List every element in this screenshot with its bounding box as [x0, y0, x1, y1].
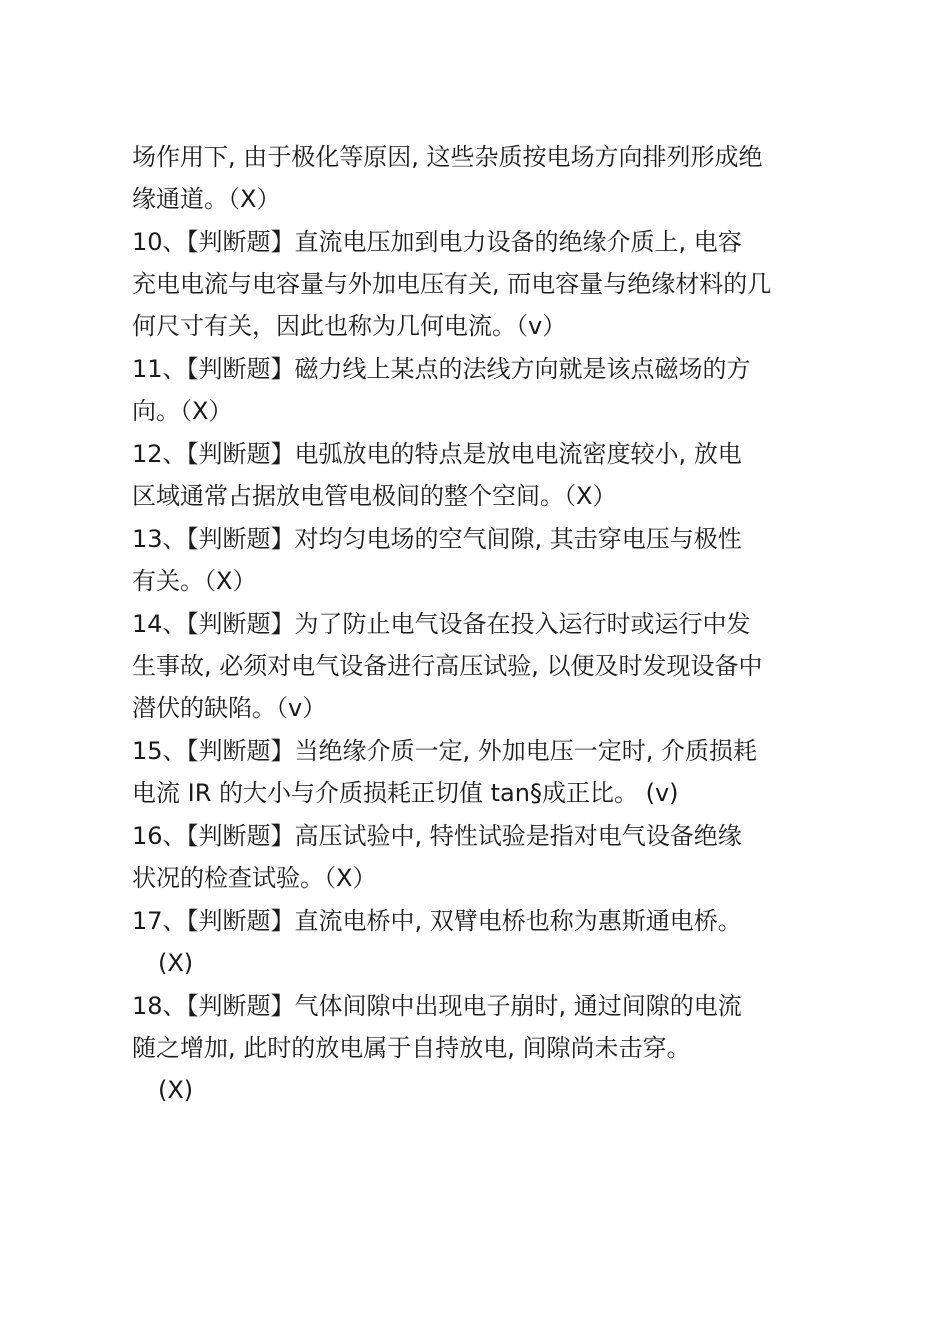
text-line: 15、【判断题】当绝缘介质一定, 外加电压一定时, 介质损耗: [132, 737, 758, 765]
text-line: 14、【判断题】为了防止电气设备在投入运行时或运行中发: [132, 610, 751, 638]
text-line: 潜伏的缺陷。（v）: [132, 694, 327, 722]
text-line: 场作用下, 由于极化等原因, 这些杂质按电场方向排列形成绝: [132, 143, 763, 171]
question-10: [132, 221, 832, 347]
text-line: 区域通常占据放电管电极间的整个空间。（X）: [132, 482, 617, 510]
question-15: [132, 730, 832, 814]
question-11: [132, 348, 832, 432]
question-14: [132, 603, 832, 729]
text-line: 状况的检查试验。（X）: [132, 864, 377, 892]
question-12: [132, 433, 832, 517]
question-continuation: [132, 136, 832, 220]
text-line: 充电电流与电容量与外加电压有关, 而电容量与绝缘材料的几: [132, 270, 772, 298]
question-list: [132, 136, 832, 1111]
answer-line: (X): [158, 1076, 194, 1104]
text-line: 11、【判断题】磁力线上某点的法线方向就是该点磁场的方: [132, 355, 751, 383]
text-line: 生事故, 必须对电气设备进行高压试验, 以便及时发现设备中: [132, 652, 763, 680]
text-line: 10、【判断题】直流电压加到电力设备的绝缘介质上, 电容: [132, 228, 742, 256]
text-line: 17、【判断题】直流电桥中, 双臂电桥也称为惠斯通电桥。: [132, 907, 742, 935]
text-line: 有关。（X）: [132, 567, 257, 595]
text-line: 何尺寸有关，因此也称为几何电流。（v）: [132, 312, 567, 340]
question-13: [132, 518, 832, 602]
answer-line: (X): [158, 949, 194, 977]
text-line: 13、【判断题】对均匀电场的空气间隙, 其击穿电压与极性: [132, 525, 742, 553]
text-line: 电流 IR 的大小与介质损耗正切值 tan§成正比。 (v): [132, 779, 679, 807]
question-18: [132, 985, 832, 1111]
text-line: 向。（X）: [132, 397, 233, 425]
text-line: 18、【判断题】气体间隙中出现电子崩时, 通过间隙的电流: [132, 992, 742, 1020]
question-17: [132, 900, 832, 984]
text-line: 16、【判断题】高压试验中, 特性试验是指对电气设备绝缘: [132, 822, 742, 850]
question-16: [132, 815, 832, 899]
text-line: 缘通道。（X）: [132, 185, 281, 213]
text-line: 随之增加, 此时的放电属于自持放电, 间隙尚未击穿。: [132, 1034, 691, 1062]
text-line: 12、【判断题】电弧放电的特点是放电电流密度较小, 放电: [132, 440, 742, 468]
